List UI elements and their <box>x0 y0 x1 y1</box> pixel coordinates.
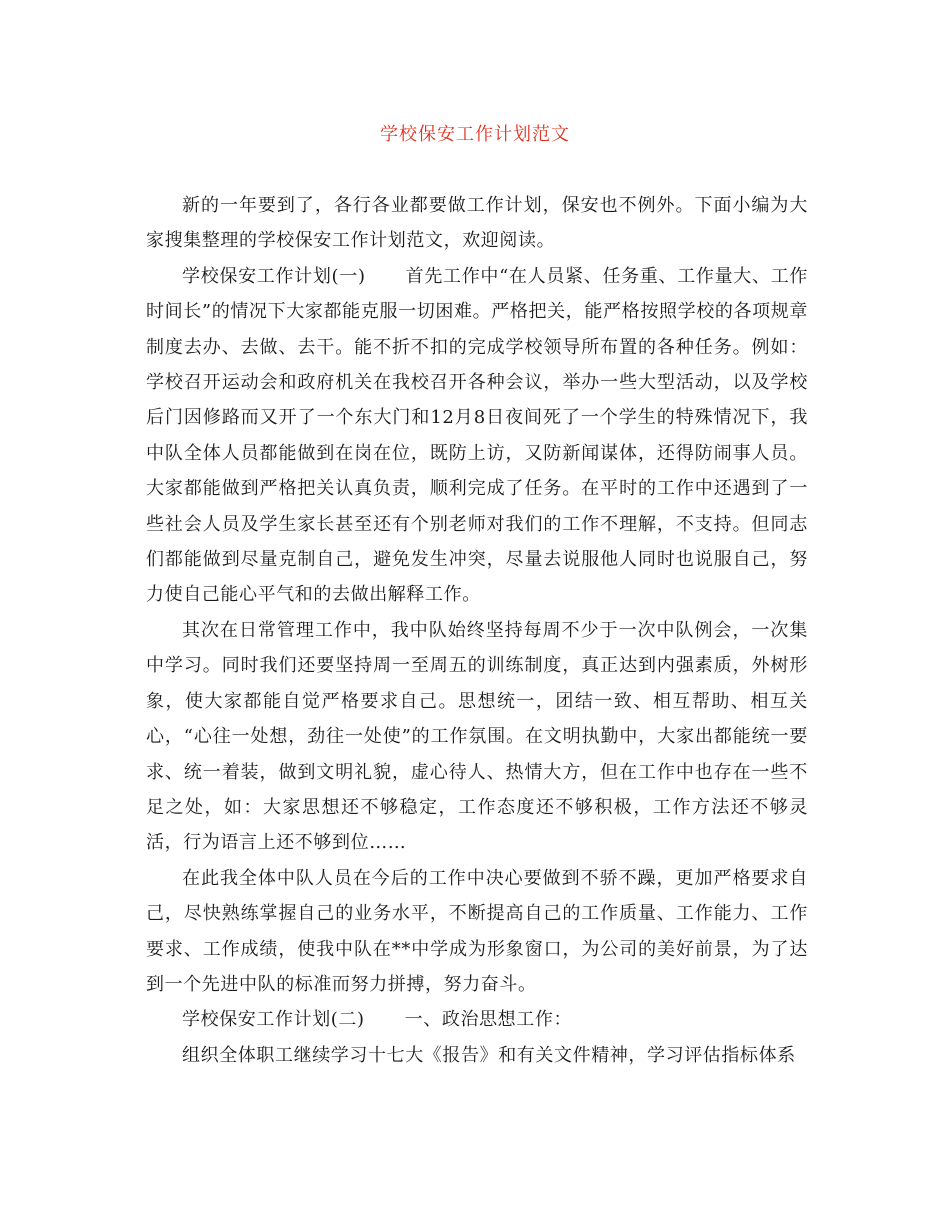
document-title: 学校保安工作计划范文 <box>380 124 570 145</box>
section-heading: 学校保安工作计划(一) <box>182 265 366 287</box>
paragraph-resolution <box>146 861 808 1003</box>
paragraph-plan-one <box>146 259 808 613</box>
paragraph-plan-two <box>146 1002 808 1037</box>
section-heading: 学校保安工作计划(二) <box>182 1009 365 1031</box>
paragraph-text: 一、政治思想工作： <box>404 1009 573 1031</box>
document-body <box>146 188 808 1073</box>
paragraph-text: 新的一年要到了，各行各业都要做工作计划，保安也不例外。下面小编为大家搜集整理的学校保安工作计划范文，欢迎阅读。 <box>146 195 808 252</box>
paragraph-text: 其次在日常管理工作中，我中队始终坚持每周不少于一次中队例会，一次集中学习。同时我们还要坚持周一至周五的训练制度，真正达到内强素质，外树形象，使大家都能自觉严格要求自己。思想统一，团结一致、相互帮助、相互关心，“心往一处想，劲往一处使”的工作氛围。在文明执勤中，大家出都能统一要求、统一着装，做到文明礼貌，虚心待人、热情大方，但在工作中也存在一些不足之处，如：大家思想还不够稳定，工作态度还不够积极，工作方法还不够灵活，行为语言上还不够到位…… <box>146 619 808 854</box>
paragraph-intro <box>146 188 808 259</box>
paragraph-text: 在此我全体中队人员在今后的工作中决心要做到不骄不躁，更加严格要求自己，尽快熟练掌握自己的业务水平，不断提高自己的工作质量、工作能力、工作要求、工作成绩，使我中队在**中学成为形象窗口，为公司的美好前景，为了达到一个先进中队的标准而努力拼搏，努力奋斗。 <box>146 867 808 995</box>
paragraph-political-study <box>146 1038 808 1073</box>
paragraph-text: 首先工作中“在人员紧、任务重、工作量大、工作时间长”的情况下大家都能克服一切困难。严格把关，能严格按照学校的各项规章制度去办、去做、去干。能不折不扣的完成学校领导所布置的各种任务。例如：学校召开运动会和政府机关在我校召开各种会议，举办一些大型活动，以及学校后门因修路而又开了一个东大门和12月8日夜间死了一个学生的特殊情况下，我中队全体人员都能做到在岗在位，既防上访，又防新闻谋体，还得防闹事人员。大家都能做到严格把关认真负责，顺利完成了任务。在平时的工作中还遇到了一些社会人员及学生家长甚至还有个别老师对我们的工作不理解，不支持。但同志们都能做到尽量克制自己，避免发生冲突，尽量去说服他人同时也说服自己，努力使自己能心平气和的去做出解释工作。 <box>146 265 808 606</box>
paragraph-daily-management <box>146 613 808 861</box>
paragraph-text: 组织全体职工继续学习十七大《报告》和有关文件精神，学习评估指标体系 <box>182 1044 796 1066</box>
